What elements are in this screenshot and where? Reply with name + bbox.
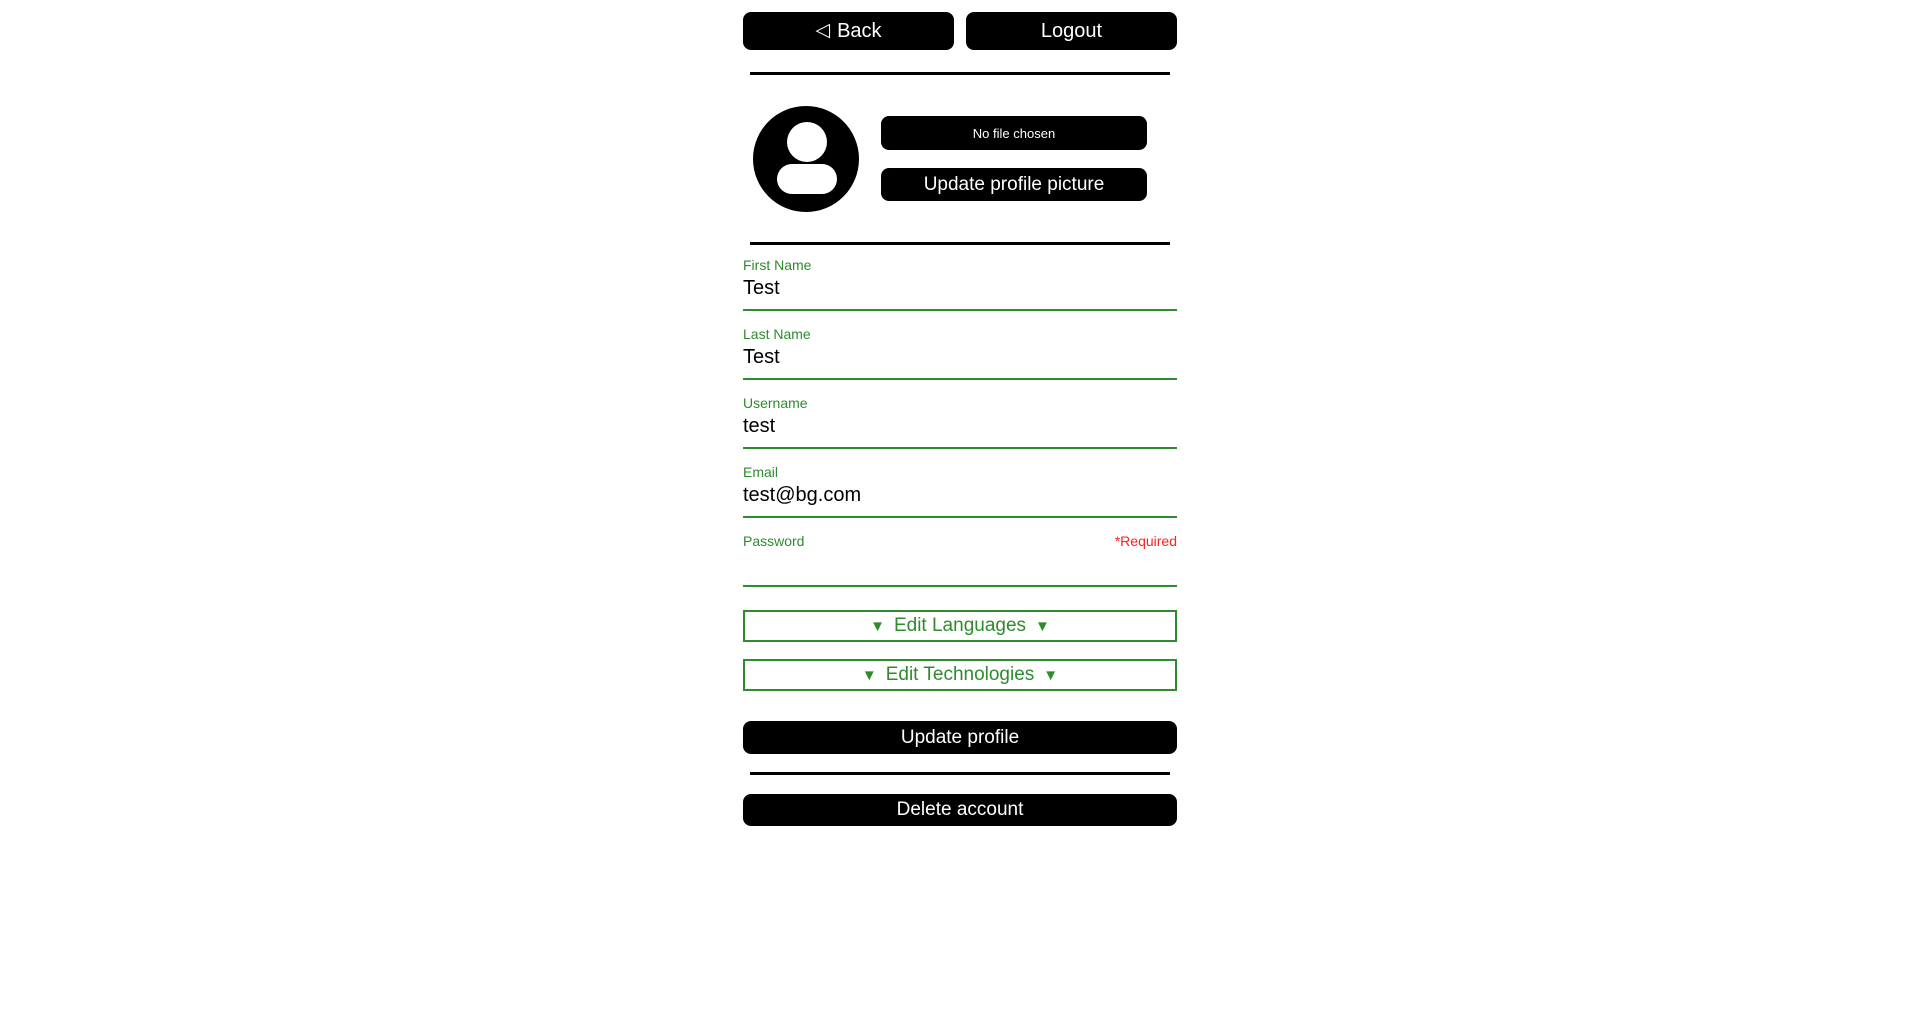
- picture-controls: [881, 106, 1147, 212]
- chevron-down-icon: ▼: [861, 666, 877, 684]
- first-name-field: [743, 257, 1177, 311]
- profile-picture-file-input[interactable]: [881, 116, 1147, 150]
- profile-form: [743, 257, 1177, 754]
- logout-button-label: Logout: [1040, 19, 1103, 42]
- avatar-section: [743, 106, 1177, 212]
- edit-languages-button[interactable]: [743, 610, 1177, 642]
- email-input[interactable]: [743, 480, 1177, 518]
- avatar-torso-shape: [777, 164, 837, 194]
- last-name-field: [743, 326, 1177, 380]
- update-profile-label: Update profile: [900, 726, 1020, 748]
- back-arrow-icon: ◁: [815, 19, 831, 41]
- update-picture-button[interactable]: [881, 168, 1147, 201]
- back-button-label: Back: [837, 19, 882, 42]
- divider-danger: [750, 772, 1170, 775]
- password-required-note: *Required: [1114, 533, 1177, 549]
- edit-technologies-button[interactable]: [743, 659, 1177, 691]
- logout-button[interactable]: [966, 12, 1177, 50]
- username-label: Username: [743, 395, 808, 411]
- username-input[interactable]: [743, 411, 1177, 449]
- password-label-row: [743, 533, 1177, 549]
- file-status-label: No file chosen: [972, 125, 1056, 141]
- chevron-down-icon: ▼: [1035, 617, 1050, 635]
- update-picture-label: Update profile picture: [923, 173, 1105, 195]
- divider-avatar: [750, 242, 1170, 245]
- chevron-down-icon: ▼: [1043, 666, 1059, 684]
- chevron-down-icon: ▼: [870, 617, 885, 635]
- avatar-head-shape: [787, 122, 827, 162]
- password-field: [743, 533, 1177, 587]
- password-input[interactable]: [743, 549, 1177, 587]
- last-name-label: Last Name: [743, 326, 811, 342]
- edit-languages-label: Edit Languages: [893, 615, 1027, 636]
- person-avatar-icon: [753, 106, 859, 212]
- username-field: [743, 395, 1177, 449]
- delete-account-button[interactable]: [743, 794, 1177, 826]
- email-label: Email: [743, 464, 779, 480]
- first-name-label: First Name: [743, 257, 812, 273]
- password-label: Password: [743, 533, 805, 549]
- edit-technologies-label: Edit Technologies: [885, 664, 1035, 685]
- last-name-input[interactable]: [743, 342, 1177, 380]
- profile-page: [743, 0, 1177, 826]
- divider-header: [750, 72, 1170, 75]
- first-name-input[interactable]: [743, 273, 1177, 311]
- header: [743, 12, 1177, 50]
- back-button[interactable]: [743, 12, 954, 50]
- delete-account-label: Delete account: [896, 799, 1024, 820]
- update-profile-button[interactable]: [743, 721, 1177, 754]
- email-field: [743, 464, 1177, 518]
